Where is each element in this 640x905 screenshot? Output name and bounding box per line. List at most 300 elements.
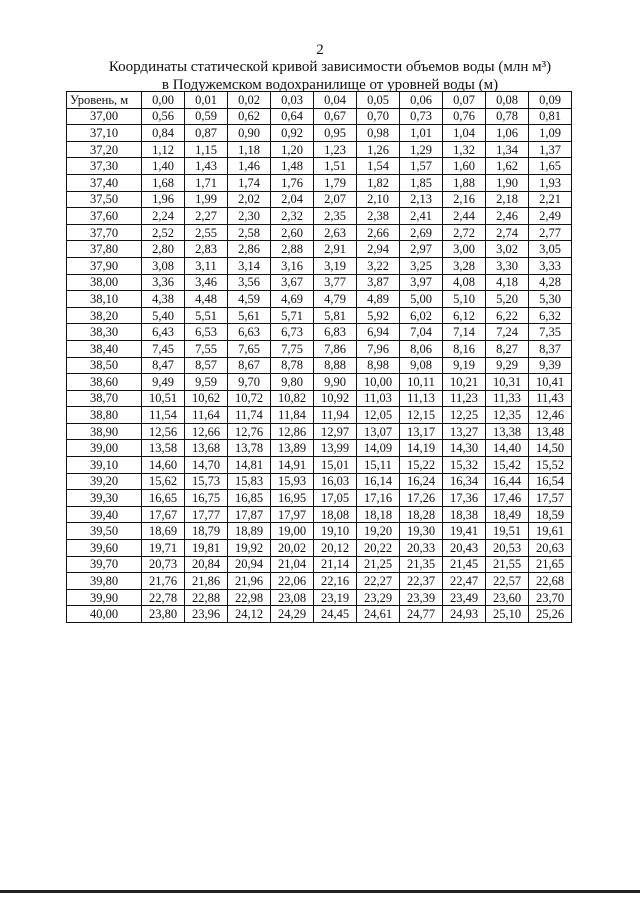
volume-cell: 22,27 — [357, 573, 400, 590]
volume-cell: 1,90 — [486, 174, 529, 191]
volume-cell: 2,94 — [357, 241, 400, 258]
volume-cell: 15,22 — [400, 457, 443, 474]
volume-cell: 22,37 — [400, 573, 443, 590]
volume-cell: 24,93 — [443, 606, 486, 623]
volume-cell: 2,91 — [314, 241, 357, 258]
table-row — [67, 490, 572, 507]
volume-cell: 16,34 — [443, 473, 486, 490]
volume-cell: 14,50 — [529, 440, 572, 457]
level-cell: 39,10 — [67, 457, 142, 474]
volume-cell: 15,62 — [142, 473, 185, 490]
volume-cell: 24,29 — [271, 606, 314, 623]
level-cell: 39,90 — [67, 589, 142, 606]
level-cell: 38,40 — [67, 340, 142, 357]
volume-cell: 1,99 — [185, 191, 228, 208]
volume-cell: 11,33 — [486, 390, 529, 407]
volume-cell: 23,29 — [357, 589, 400, 606]
volume-cell: 3,87 — [357, 274, 400, 291]
volume-cell: 0,98 — [357, 125, 400, 142]
volume-cell: 14,19 — [400, 440, 443, 457]
volume-cell: 10,11 — [400, 374, 443, 391]
volume-cell: 13,27 — [443, 423, 486, 440]
volume-cell: 22,88 — [185, 589, 228, 606]
volume-cell: 19,81 — [185, 540, 228, 557]
volume-cell: 8,47 — [142, 357, 185, 374]
volume-cell: 3,46 — [185, 274, 228, 291]
volume-cell: 0,84 — [142, 125, 185, 142]
volume-cell: 1,29 — [400, 141, 443, 158]
volume-cell: 8,78 — [271, 357, 314, 374]
volume-cell: 6,73 — [271, 324, 314, 341]
volume-cell: 11,54 — [142, 407, 185, 424]
volume-cell: 13,68 — [185, 440, 228, 457]
volume-cell: 9,49 — [142, 374, 185, 391]
column-header: 0,03 — [271, 92, 314, 109]
volume-cell: 23,96 — [185, 606, 228, 623]
volume-cell: 18,89 — [228, 523, 271, 540]
volume-cell: 10,41 — [529, 374, 572, 391]
page-title — [60, 58, 600, 94]
volume-cell: 20,12 — [314, 540, 357, 557]
volume-cell: 12,46 — [529, 407, 572, 424]
level-cell: 38,10 — [67, 291, 142, 308]
volume-cell: 6,02 — [400, 307, 443, 324]
volume-cell: 6,12 — [443, 307, 486, 324]
volume-cell: 5,00 — [400, 291, 443, 308]
volume-cell: 3,67 — [271, 274, 314, 291]
table-row — [67, 241, 572, 258]
volume-cell: 17,26 — [400, 490, 443, 507]
volume-cell: 16,14 — [357, 473, 400, 490]
volume-cell: 19,10 — [314, 523, 357, 540]
volume-cell: 22,16 — [314, 573, 357, 590]
table-body — [67, 108, 572, 622]
volume-cell: 2,41 — [400, 208, 443, 225]
table-row — [67, 407, 572, 424]
volume-cell: 2,69 — [400, 224, 443, 241]
volume-cell: 12,56 — [142, 423, 185, 440]
volume-cell: 3,25 — [400, 257, 443, 274]
table-row — [67, 440, 572, 457]
volume-cell: 15,42 — [486, 457, 529, 474]
volume-cell: 12,35 — [486, 407, 529, 424]
volume-cell: 21,14 — [314, 556, 357, 573]
volume-cell: 17,77 — [185, 506, 228, 523]
table-row — [67, 390, 572, 407]
column-header: 0,07 — [443, 92, 486, 109]
volume-cell: 7,55 — [185, 340, 228, 357]
volume-cell: 1,82 — [357, 174, 400, 191]
volume-cell: 8,37 — [529, 340, 572, 357]
volume-cell: 18,28 — [400, 506, 443, 523]
volume-cell: 14,81 — [228, 457, 271, 474]
volume-cell: 1,57 — [400, 158, 443, 175]
volume-cell: 15,83 — [228, 473, 271, 490]
volume-cell: 23,80 — [142, 606, 185, 623]
volume-cell: 22,47 — [443, 573, 486, 590]
column-header: 0,00 — [142, 92, 185, 109]
volume-cell: 2,66 — [357, 224, 400, 241]
volume-cell: 1,01 — [400, 125, 443, 142]
volume-cell: 21,04 — [271, 556, 314, 573]
volume-cell: 0,62 — [228, 108, 271, 125]
table-row — [67, 506, 572, 523]
volume-cell: 0,73 — [400, 108, 443, 125]
column-header: 0,04 — [314, 92, 357, 109]
volume-cell: 16,85 — [228, 490, 271, 507]
volume-cell: 5,40 — [142, 307, 185, 324]
volume-cell: 11,03 — [357, 390, 400, 407]
volume-cell: 19,41 — [443, 523, 486, 540]
level-cell: 37,20 — [67, 141, 142, 158]
volume-cell: 7,65 — [228, 340, 271, 357]
volume-cell: 8,16 — [443, 340, 486, 357]
volume-cell: 12,05 — [357, 407, 400, 424]
volume-cell: 22,57 — [486, 573, 529, 590]
volume-cell: 10,82 — [271, 390, 314, 407]
volume-cell: 16,44 — [486, 473, 529, 490]
volume-cell: 0,87 — [185, 125, 228, 142]
volume-cell: 13,17 — [400, 423, 443, 440]
level-cell: 39,80 — [67, 573, 142, 590]
volume-cell: 13,07 — [357, 423, 400, 440]
volume-cell: 20,33 — [400, 540, 443, 557]
volume-cell: 11,84 — [271, 407, 314, 424]
volume-cell: 3,05 — [529, 241, 572, 258]
volume-cell: 2,52 — [142, 224, 185, 241]
level-cell: 40,00 — [67, 606, 142, 623]
volume-cell: 22,78 — [142, 589, 185, 606]
volume-cell: 1,32 — [443, 141, 486, 158]
volume-cell: 5,20 — [486, 291, 529, 308]
volume-cell: 1,46 — [228, 158, 271, 175]
volume-cell: 1,62 — [486, 158, 529, 175]
volume-cell: 16,65 — [142, 490, 185, 507]
volume-cell: 1,15 — [185, 141, 228, 158]
volume-cell: 11,23 — [443, 390, 486, 407]
volume-cell: 23,19 — [314, 589, 357, 606]
volume-cell: 9,80 — [271, 374, 314, 391]
table-row — [67, 423, 572, 440]
volume-cell: 1,43 — [185, 158, 228, 175]
table-row — [67, 523, 572, 540]
volume-cell: 12,76 — [228, 423, 271, 440]
volume-cell: 1,34 — [486, 141, 529, 158]
volume-cell: 19,00 — [271, 523, 314, 540]
volume-cell: 16,03 — [314, 473, 357, 490]
volume-cell: 20,63 — [529, 540, 572, 557]
volume-cell: 7,24 — [486, 324, 529, 341]
volume-cell: 18,79 — [185, 523, 228, 540]
volume-cell: 7,45 — [142, 340, 185, 357]
title-line-2: в Подужемском водохранилище от уровней воды (м) — [161, 77, 499, 93]
volume-cell: 5,30 — [529, 291, 572, 308]
volume-cell: 18,08 — [314, 506, 357, 523]
volume-cell: 19,20 — [357, 523, 400, 540]
volume-cell: 18,38 — [443, 506, 486, 523]
volume-cell: 1,04 — [443, 125, 486, 142]
table-row — [67, 374, 572, 391]
volume-cell: 7,75 — [271, 340, 314, 357]
volume-cell: 11,74 — [228, 407, 271, 424]
volume-cell: 1,18 — [228, 141, 271, 158]
volume-cell: 6,53 — [185, 324, 228, 341]
volume-cell: 14,40 — [486, 440, 529, 457]
volume-cell: 2,97 — [400, 241, 443, 258]
volume-cell: 2,35 — [314, 208, 357, 225]
volume-cell: 1,74 — [228, 174, 271, 191]
volume-cell: 5,10 — [443, 291, 486, 308]
volume-cell: 4,08 — [443, 274, 486, 291]
volume-cell: 1,65 — [529, 158, 572, 175]
volume-cell: 21,35 — [400, 556, 443, 573]
table-row — [67, 457, 572, 474]
level-cell: 37,40 — [67, 174, 142, 191]
volume-cell: 3,11 — [185, 257, 228, 274]
volume-cell: 11,13 — [400, 390, 443, 407]
volume-cell: 6,43 — [142, 324, 185, 341]
volume-cell: 22,68 — [529, 573, 572, 590]
volume-cell: 12,15 — [400, 407, 443, 424]
volume-cell: 10,72 — [228, 390, 271, 407]
volume-cell: 14,30 — [443, 440, 486, 457]
volume-cell: 5,81 — [314, 307, 357, 324]
volume-cell: 2,30 — [228, 208, 271, 225]
table-row — [67, 208, 572, 225]
volume-cell: 2,44 — [443, 208, 486, 225]
volume-cell: 9,59 — [185, 374, 228, 391]
table-row — [67, 473, 572, 490]
level-cell: 39,60 — [67, 540, 142, 557]
volume-cell: 1,06 — [486, 125, 529, 142]
volume-cell: 1,79 — [314, 174, 357, 191]
volume-cell: 15,11 — [357, 457, 400, 474]
volume-cell: 8,27 — [486, 340, 529, 357]
table-row — [67, 556, 572, 573]
volume-cell: 21,65 — [529, 556, 572, 573]
volume-cell: 2,16 — [443, 191, 486, 208]
volume-cell: 15,73 — [185, 473, 228, 490]
volume-cell: 9,19 — [443, 357, 486, 374]
level-cell: 37,70 — [67, 224, 142, 241]
volume-cell: 20,94 — [228, 556, 271, 573]
volume-cell: 2,38 — [357, 208, 400, 225]
volume-cell: 17,46 — [486, 490, 529, 507]
volume-cell: 25,26 — [529, 606, 572, 623]
column-header: 0,01 — [185, 92, 228, 109]
volume-cell: 3,77 — [314, 274, 357, 291]
volume-cell: 5,61 — [228, 307, 271, 324]
level-cell: 38,20 — [67, 307, 142, 324]
volume-cell: 6,83 — [314, 324, 357, 341]
volume-cell: 20,73 — [142, 556, 185, 573]
volume-cell: 1,85 — [400, 174, 443, 191]
volume-cell: 7,96 — [357, 340, 400, 357]
volume-cell: 2,24 — [142, 208, 185, 225]
volume-cell: 2,88 — [271, 241, 314, 258]
volume-cell: 7,14 — [443, 324, 486, 341]
volume-cell: 15,32 — [443, 457, 486, 474]
table-row — [67, 589, 572, 606]
volume-cell: 1,40 — [142, 158, 185, 175]
volume-cell: 7,35 — [529, 324, 572, 341]
level-cell: 37,50 — [67, 191, 142, 208]
volume-cell: 19,61 — [529, 523, 572, 540]
volume-cell: 2,55 — [185, 224, 228, 241]
volume-cell: 11,94 — [314, 407, 357, 424]
volume-cell: 3,36 — [142, 274, 185, 291]
volume-cell: 2,86 — [228, 241, 271, 258]
volume-cell: 1,93 — [529, 174, 572, 191]
table-row — [67, 224, 572, 241]
volume-cell: 3,00 — [443, 241, 486, 258]
volume-cell: 0,81 — [529, 108, 572, 125]
volume-cell: 1,09 — [529, 125, 572, 142]
volume-cell: 2,04 — [271, 191, 314, 208]
volume-cell: 17,36 — [443, 490, 486, 507]
table-row — [67, 540, 572, 557]
volume-cell: 6,22 — [486, 307, 529, 324]
volume-cell: 1,68 — [142, 174, 185, 191]
volume-cell: 14,70 — [185, 457, 228, 474]
level-cell: 39,30 — [67, 490, 142, 507]
volume-cell: 8,57 — [185, 357, 228, 374]
volume-cell: 17,67 — [142, 506, 185, 523]
level-cell: 38,60 — [67, 374, 142, 391]
title-line-1: Координаты статической кривой зависимости объемов воды (млн м³) — [108, 59, 552, 75]
volume-cell: 17,05 — [314, 490, 357, 507]
volume-cell: 19,30 — [400, 523, 443, 540]
volume-cell: 3,08 — [142, 257, 185, 274]
level-cell: 39,00 — [67, 440, 142, 457]
volume-cell: 2,72 — [443, 224, 486, 241]
volume-cell: 2,46 — [486, 208, 529, 225]
volume-cell: 23,49 — [443, 589, 486, 606]
volume-cell: 0,70 — [357, 108, 400, 125]
volume-cell: 1,54 — [357, 158, 400, 175]
volume-cell: 10,51 — [142, 390, 185, 407]
level-cell: 38,50 — [67, 357, 142, 374]
volume-cell: 14,91 — [271, 457, 314, 474]
volume-cell: 3,14 — [228, 257, 271, 274]
volume-cell: 23,08 — [271, 589, 314, 606]
column-header: 0,05 — [357, 92, 400, 109]
volume-cell: 8,06 — [400, 340, 443, 357]
volume-cell: 1,48 — [271, 158, 314, 175]
volume-cell: 1,88 — [443, 174, 486, 191]
volume-cell: 9,90 — [314, 374, 357, 391]
volume-cell: 19,71 — [142, 540, 185, 557]
volume-cell: 4,28 — [529, 274, 572, 291]
volume-cell: 19,92 — [228, 540, 271, 557]
volume-cell: 8,67 — [228, 357, 271, 374]
column-header: 0,06 — [400, 92, 443, 109]
volume-cell: 2,80 — [142, 241, 185, 258]
volume-cell: 20,84 — [185, 556, 228, 573]
volume-cell: 1,26 — [357, 141, 400, 158]
volume-cell: 4,59 — [228, 291, 271, 308]
volume-cell: 17,16 — [357, 490, 400, 507]
volume-cell: 8,88 — [314, 357, 357, 374]
page-number: 2 — [316, 42, 324, 58]
volume-cell: 2,58 — [228, 224, 271, 241]
volume-cell: 16,95 — [271, 490, 314, 507]
volume-cell: 2,07 — [314, 191, 357, 208]
level-cell: 37,90 — [67, 257, 142, 274]
volume-cell: 7,04 — [400, 324, 443, 341]
volume-cell: 7,86 — [314, 340, 357, 357]
volume-table — [66, 91, 572, 623]
volume-cell: 6,63 — [228, 324, 271, 341]
volume-cell: 13,48 — [529, 423, 572, 440]
level-cell: 37,10 — [67, 125, 142, 142]
level-cell: 38,70 — [67, 390, 142, 407]
volume-cell: 16,75 — [185, 490, 228, 507]
volume-cell: 17,97 — [271, 506, 314, 523]
volume-cell: 21,55 — [486, 556, 529, 573]
volume-cell: 25,10 — [486, 606, 529, 623]
volume-cell: 4,69 — [271, 291, 314, 308]
volume-cell: 20,02 — [271, 540, 314, 557]
volume-cell: 14,60 — [142, 457, 185, 474]
level-cell: 39,40 — [67, 506, 142, 523]
volume-cell: 15,52 — [529, 457, 572, 474]
volume-cell: 4,48 — [185, 291, 228, 308]
column-header: 0,09 — [529, 92, 572, 109]
volume-cell: 18,18 — [357, 506, 400, 523]
volume-cell: 5,51 — [185, 307, 228, 324]
volume-cell: 1,23 — [314, 141, 357, 158]
volume-cell: 13,78 — [228, 440, 271, 457]
volume-cell: 2,27 — [185, 208, 228, 225]
volume-cell: 10,00 — [357, 374, 400, 391]
volume-cell: 12,86 — [271, 423, 314, 440]
volume-cell: 0,59 — [185, 108, 228, 125]
table-row — [67, 307, 572, 324]
volume-cell: 5,71 — [271, 307, 314, 324]
level-cell: 39,50 — [67, 523, 142, 540]
volume-cell: 24,61 — [357, 606, 400, 623]
volume-cell: 24,12 — [228, 606, 271, 623]
volume-cell: 0,92 — [271, 125, 314, 142]
volume-cell: 23,39 — [400, 589, 443, 606]
volume-cell: 5,92 — [357, 307, 400, 324]
column-header: 0,02 — [228, 92, 271, 109]
volume-cell: 4,38 — [142, 291, 185, 308]
volume-cell: 12,66 — [185, 423, 228, 440]
volume-cell: 18,49 — [486, 506, 529, 523]
level-cell: 37,80 — [67, 241, 142, 258]
level-cell: 37,30 — [67, 158, 142, 175]
volume-cell: 22,98 — [228, 589, 271, 606]
table-row — [67, 125, 572, 142]
volume-cell: 17,87 — [228, 506, 271, 523]
volume-cell: 19,51 — [486, 523, 529, 540]
volume-cell: 13,89 — [271, 440, 314, 457]
volume-cell: 21,96 — [228, 573, 271, 590]
volume-cell: 0,78 — [486, 108, 529, 125]
volume-cell: 4,89 — [357, 291, 400, 308]
table-row — [67, 573, 572, 590]
volume-cell: 3,30 — [486, 257, 529, 274]
volume-cell: 4,79 — [314, 291, 357, 308]
volume-cell: 2,77 — [529, 224, 572, 241]
volume-cell: 3,02 — [486, 241, 529, 258]
volume-cell: 3,19 — [314, 257, 357, 274]
level-cell: 38,90 — [67, 423, 142, 440]
level-column-header: Уровень, м — [67, 92, 142, 109]
table-row — [67, 606, 572, 623]
